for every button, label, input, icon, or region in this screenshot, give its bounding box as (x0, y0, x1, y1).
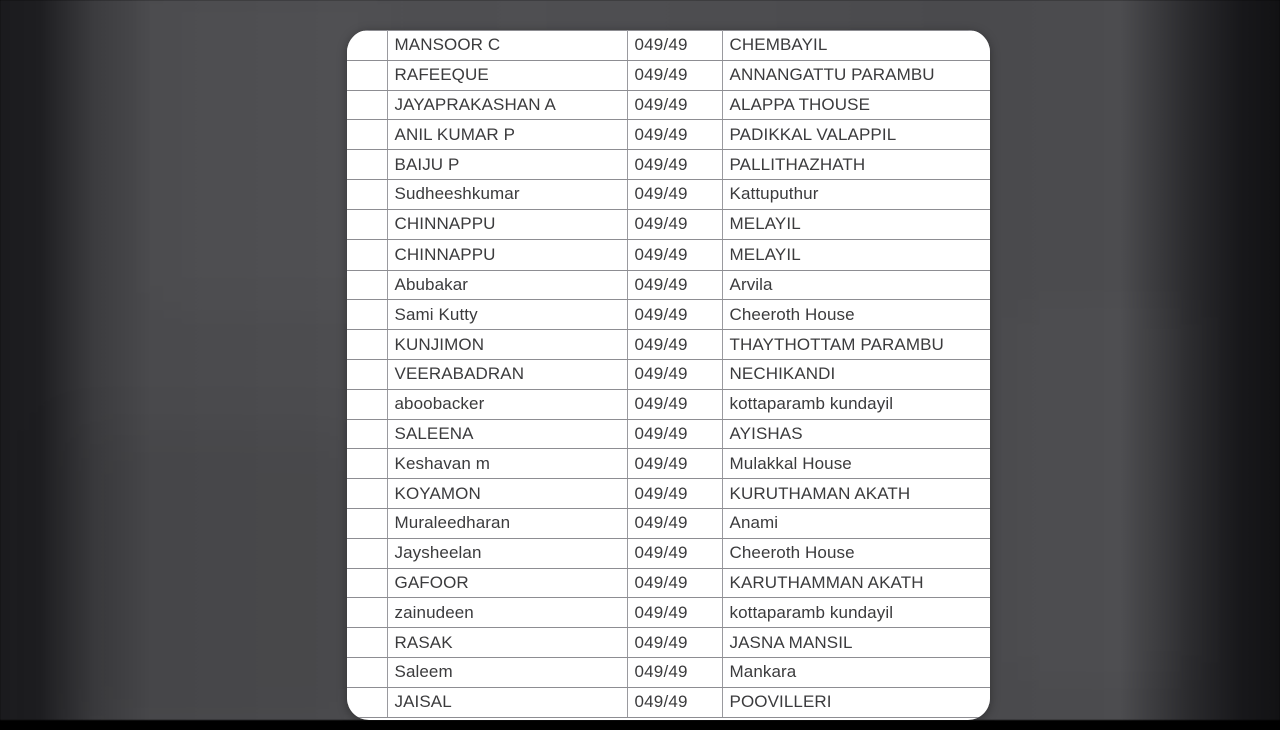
voter-name-cell: Sami Kutty (387, 300, 627, 330)
house-name-cell: PADIKKAL VALAPPIL (722, 120, 990, 150)
serial-number-cell: 049/49 (627, 150, 722, 180)
row-index-cell (347, 419, 387, 449)
row-index-cell (347, 449, 387, 479)
serial-number-cell: 049/49 (627, 479, 722, 509)
serial-number-cell: 049/49 (627, 270, 722, 300)
serial-number-cell: 049/49 (627, 628, 722, 658)
serial-number-cell: 049/49 (627, 538, 722, 568)
row-index-cell (347, 209, 387, 239)
house-name-cell: ANNANGATTU PARAMBU (722, 60, 990, 90)
row-index-cell (347, 179, 387, 209)
voter-name-cell: BAIJU P (387, 150, 627, 180)
serial-number-cell: 049/49 (627, 359, 722, 389)
table-row[interactable] (347, 687, 990, 717)
table-row[interactable] (347, 479, 990, 509)
house-name-cell: Arvila (722, 270, 990, 300)
house-name-cell: Kattuputhur (722, 179, 990, 209)
serial-number-cell: 049/49 (627, 419, 722, 449)
serial-number-cell: 049/49 (627, 179, 722, 209)
serial-number-cell: 049/49 (627, 300, 722, 330)
voter-name-cell: JAISAL (387, 687, 627, 717)
row-index-cell (347, 270, 387, 300)
house-name-cell: MELAYIL (722, 239, 990, 270)
voter-name-cell: KUNJIMON (387, 330, 627, 360)
row-index-cell (347, 598, 387, 628)
table-row[interactable] (347, 120, 990, 150)
voter-name-cell: RASAK (387, 628, 627, 658)
serial-number-cell: 049/49 (627, 330, 722, 360)
voter-name-cell: aboobacker (387, 389, 627, 419)
serial-number-cell: 049/49 (627, 209, 722, 239)
table-row[interactable] (347, 179, 990, 209)
voter-name-cell: MANSOOR C (387, 31, 627, 61)
table-row[interactable] (347, 508, 990, 538)
row-index-cell (347, 60, 387, 90)
serial-number-cell: 049/49 (627, 120, 722, 150)
house-name-cell: Cheeroth House (722, 300, 990, 330)
row-index-cell (347, 389, 387, 419)
house-name-cell: NECHIKANDI (722, 359, 990, 389)
table-body (347, 31, 990, 718)
serial-number-cell: 049/49 (627, 449, 722, 479)
house-name-cell: Mankara (722, 657, 990, 687)
voter-name-cell: JAYAPRAKASHAN A (387, 90, 627, 120)
voter-name-cell: VEERABADRAN (387, 359, 627, 389)
table-row[interactable] (347, 60, 990, 90)
table-row[interactable] (347, 538, 990, 568)
serial-number-cell: 049/49 (627, 239, 722, 270)
voter-name-cell: Sudheeshkumar (387, 179, 627, 209)
table-row[interactable] (347, 389, 990, 419)
row-index-cell (347, 90, 387, 120)
table-row[interactable] (347, 419, 990, 449)
voter-name-cell: RAFEEQUE (387, 60, 627, 90)
house-name-cell: Cheeroth House (722, 538, 990, 568)
house-name-cell: CHEMBAYIL (722, 31, 990, 61)
row-index-cell (347, 300, 387, 330)
voter-name-cell: Muraleedharan (387, 508, 627, 538)
house-name-cell: Mulakkal House (722, 449, 990, 479)
table-row[interactable] (347, 628, 990, 658)
row-index-cell (347, 359, 387, 389)
voter-name-cell: CHINNAPPU (387, 209, 627, 239)
house-name-cell: JASNA MANSIL (722, 628, 990, 658)
row-index-cell (347, 568, 387, 598)
house-name-cell: kottaparamb kundayil (722, 598, 990, 628)
row-index-cell (347, 508, 387, 538)
house-name-cell: POOVILLERI (722, 687, 990, 717)
house-name-cell: kottaparamb kundayil (722, 389, 990, 419)
row-index-cell (347, 150, 387, 180)
house-name-cell: THAYTHOTTAM PARAMBU (722, 330, 990, 360)
serial-number-cell: 049/49 (627, 389, 722, 419)
house-name-cell: Anami (722, 508, 990, 538)
row-index-cell (347, 31, 387, 61)
voter-name-cell: GAFOOR (387, 568, 627, 598)
table-row[interactable] (347, 359, 990, 389)
table-row[interactable] (347, 270, 990, 300)
backdrop-shadow (60, 430, 360, 730)
house-name-cell: KARUTHAMMAN AKATH (722, 568, 990, 598)
table-row[interactable] (347, 568, 990, 598)
serial-number-cell: 049/49 (627, 60, 722, 90)
table-row[interactable] (347, 657, 990, 687)
house-name-cell: PALLITHAZHATH (722, 150, 990, 180)
voter-name-cell: zainudeen (387, 598, 627, 628)
voter-name-cell: Keshavan m (387, 449, 627, 479)
row-index-cell (347, 330, 387, 360)
house-name-cell: MELAYIL (722, 209, 990, 239)
table-row[interactable] (347, 330, 990, 360)
voter-name-cell: ANIL KUMAR P (387, 120, 627, 150)
voter-table (347, 30, 990, 718)
voter-name-cell: CHINNAPPU (387, 239, 627, 270)
serial-number-cell: 049/49 (627, 657, 722, 687)
table-row[interactable] (347, 150, 990, 180)
serial-number-cell: 049/49 (627, 568, 722, 598)
serial-number-cell: 049/49 (627, 508, 722, 538)
house-name-cell: ALAPPA THOUSE (722, 90, 990, 120)
table-scroll-region[interactable] (347, 30, 990, 718)
row-index-cell (347, 657, 387, 687)
serial-number-cell: 049/49 (627, 598, 722, 628)
table-row[interactable] (347, 449, 990, 479)
house-name-cell: AYISHAS (722, 419, 990, 449)
table-row[interactable] (347, 239, 990, 270)
table-row[interactable] (347, 31, 990, 61)
table-row[interactable] (347, 598, 990, 628)
serial-number-cell: 049/49 (627, 687, 722, 717)
voter-name-cell: Saleem (387, 657, 627, 687)
voter-name-cell: SALEENA (387, 419, 627, 449)
serial-number-cell: 049/49 (627, 31, 722, 61)
voter-name-cell: Abubakar (387, 270, 627, 300)
table-row[interactable] (347, 300, 990, 330)
house-name-cell: KURUTHAMAN AKATH (722, 479, 990, 509)
serial-number-cell: 049/49 (627, 90, 722, 120)
voter-name-cell: KOYAMON (387, 479, 627, 509)
row-index-cell (347, 538, 387, 568)
table-row[interactable] (347, 90, 990, 120)
document-card (347, 30, 990, 720)
table-row[interactable] (347, 209, 990, 239)
row-index-cell (347, 687, 387, 717)
row-index-cell (347, 628, 387, 658)
row-index-cell (347, 479, 387, 509)
voter-name-cell: Jaysheelan (387, 538, 627, 568)
backdrop-highlight (1010, 300, 1210, 680)
row-index-cell (347, 120, 387, 150)
row-index-cell (347, 239, 387, 270)
